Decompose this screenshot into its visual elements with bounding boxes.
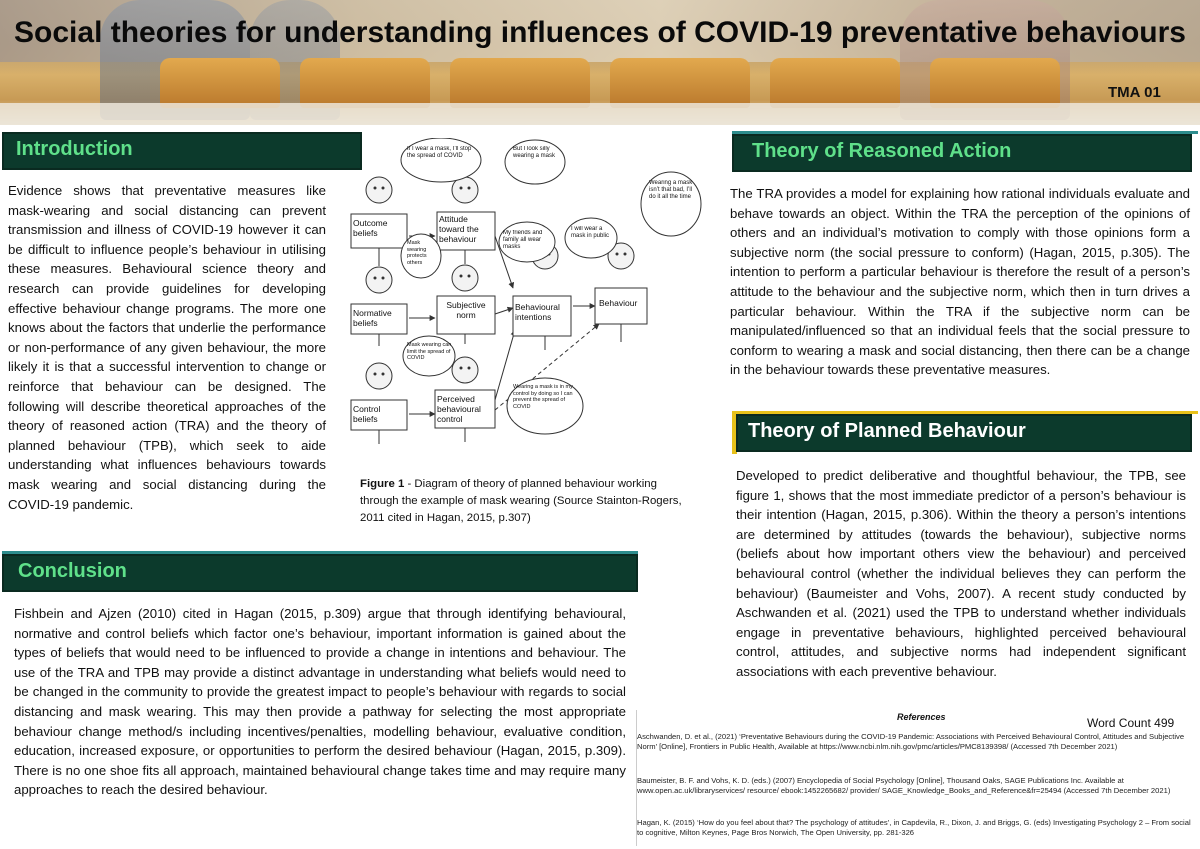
tpb-heading: Theory of Planned Behaviour xyxy=(748,420,1026,442)
figure-caption xyxy=(360,476,690,527)
thought-bubble-7: Mask wearing can limit the spread of COVID xyxy=(407,342,452,361)
introduction-text: Evidence shows that preventative measures like mask-wearing and social distancing can prevent transmission and illness of COVID-19 however it can be difficult to influence people’s behaviour in utilising these measures. Behavioural science theory and research can provide guidelines for developing effective behaviour change programs. The more one knows about the factors that underlie the performance or non-performance of any given behaviour, the more likely it is that a successful intervention to change or reinforce that behaviour can be designed. The following will describe theoretical approaches of the theory of reasoned action (TRA) and the theory of planned behaviour (TPB), which seek to aide understanding what influences behaviours towards mask wearing and social distancing during the COVID-19 pandemic. xyxy=(8,183,326,512)
figure-label: Figure 1 xyxy=(360,478,405,490)
reference-item: Aschwanden, D. et al., (2021) ‘Preventative Behaviours during the COVID-19 Pandemic: Associations with Perceived Behavioural Control, Attitudes and Subjective Norm’ [Online], Frontiers in Public Health, Available at https://www.ncbi.nlm.nih.gov/pmc/articles/PMC8139398/ (Accessed 7th December 2021) xyxy=(637,732,1185,751)
thought-bubble-5: My friends and family all wear masks xyxy=(503,230,543,250)
tra-heading: Theory of Reasoned Action xyxy=(752,140,1012,162)
diagram-box-subjective-norm: Subjective norm xyxy=(446,300,486,320)
reference-item: Hagan, K. (2015) ‘How do you feel about that? The psychology of attitudes’, in Capdevila, R., Dixon, J. and Briggs, G. (eds) Investigating Psychology 2 – From social to cognitive, Milton Keynes, Page Bros Norwich, The Open University, pp. 281-326 xyxy=(637,818,1191,837)
references-panel xyxy=(636,710,1197,846)
thought-bubble-8: Wearing a mask is in my control by doing so I can prevent the spread of COVID xyxy=(513,384,573,410)
diagram-box-control-beliefs: Control beliefs xyxy=(353,404,381,424)
tra-text: The TRA provides a model for explaining how rational individuals evaluate and behave towards an object. Within the TRA the perception of the opinions of others and an individual’s motivation to comply with those opinions form a subjective norm (the social pressure to conform) (Hagan, 2015, p.305). The intention to perform a particular behaviour is therefore the result of a person’s attitude to the behaviour and the subjective norm, which then in turn drives a particular behaviour. Within the TRA if the subjective norm can be manipulated/influenced so that an individual feels that the social pressure to conform to wearing a mask and social distancing, then there can be a change in the behaviour towards these preventative measures. xyxy=(730,186,1190,378)
conclusion-text: Fishbein and Ajzen (2010) cited in Hagan (2015, p.309) argue that through identifying behavioural, normative and control beliefs which factor one’s behaviour, important information is gained about the types of beliefs that would need to be influenced to provide a change in intentions and behaviour. The use of the TRA and TPB may provide a distinct advantage in understanding what beliefs would need to be changed in the community to provide the greatest impact to people’s behaviour with regards to social distancing and mask wearing. This may then provide a pathway for selecting the most appropriate behaviour change method/s including incentives/penalties, modelling behaviour, evaluative condition, education, increased exposure, or opportunities to perform the desired behaviour (Hagan, 2015, p.309). There is no one shoe fits all approach, maintained behavioural change takes time and may require many approaches to reach the desired behaviour. xyxy=(14,606,626,798)
diagram-box-behavioural-intentions: Behavioural intentions xyxy=(515,302,560,322)
thought-bubble-1: If I wear a mask, I’ll stop the spread of COVID xyxy=(407,146,472,159)
references-title: References xyxy=(897,712,946,722)
diagram-box-behaviour: Behaviour xyxy=(599,298,638,308)
introduction-heading: Introduction xyxy=(16,138,133,160)
tpb-text: Developed to predict deliberative and thoughtful behaviour, the TPB, see figure 1, shows that the most immediate predictor of a person’s behaviour is their intention (Hagan, 2015, p.306). Within the theory a person’s intentions are determined by attitudes (towards the behaviour), subjective norms (beliefs about how important others view the behaviour) and perceived behavioural control (whether the individual believes they can perform the behaviour) (Baumeister and Vohs, 2007). A recent study conducted by Aschwanden et al. (2021) used the TPB to understand whether individuals engage in preventative behaviours, highlighted perceived behavioural control, attitudes, and subjective norms had independent significant associations with each preventive behaviour. xyxy=(736,468,1186,679)
conclusion-heading-bar xyxy=(2,554,638,592)
thought-bubble-4: Mask wearing protects others xyxy=(407,240,427,266)
tpb-diagram xyxy=(345,138,705,468)
conclusion-heading: Conclusion xyxy=(18,560,127,582)
tpb-heading-bar xyxy=(736,414,1192,452)
tra-heading-bar xyxy=(732,134,1192,172)
diagram-box-normative-beliefs: Normative beliefs xyxy=(353,308,392,328)
tma-label: TMA 01 xyxy=(1108,84,1161,101)
figure-caption-text: - Diagram of theory of planned behaviour working through the example of mask wearing (Source Stainton-Rogers, 2011 cited in Hagan, 2015, p.307) xyxy=(360,478,682,524)
thought-bubble-6: I will wear a mask in public xyxy=(571,226,610,239)
diagram-box-attitude: Attitude toward the behaviour xyxy=(439,214,479,244)
reference-item: Baumeister, B. F. and Vohs, K. D. (eds.) (2007) Encyclopedia of Social Psychology [Online], Thousand Oaks, SAGE Publications Inc. Available at www.open.ac.uk/libraryservices/ resource/ ebook:1452265682/ provider/ SAGE_Knowledge_Books_and_Reference&fr=25494 (Accessed 7th December 2021) xyxy=(637,776,1171,795)
thought-bubble-3: Wearing a mask isn’t that bad, I’ll do it all the time xyxy=(649,180,693,200)
introduction-heading-bar xyxy=(2,132,362,170)
word-count: Word Count 499 xyxy=(1087,716,1175,730)
page-title: Social theories for understanding influences of COVID-19 preventative behaviours xyxy=(14,16,1186,49)
thought-bubble-2: But I look silly wearing a mask xyxy=(513,146,556,159)
diagram-box-perceived-control: Perceived behavioural control xyxy=(437,394,481,424)
diagram-box-outcome-beliefs: Outcome beliefs xyxy=(353,218,388,238)
